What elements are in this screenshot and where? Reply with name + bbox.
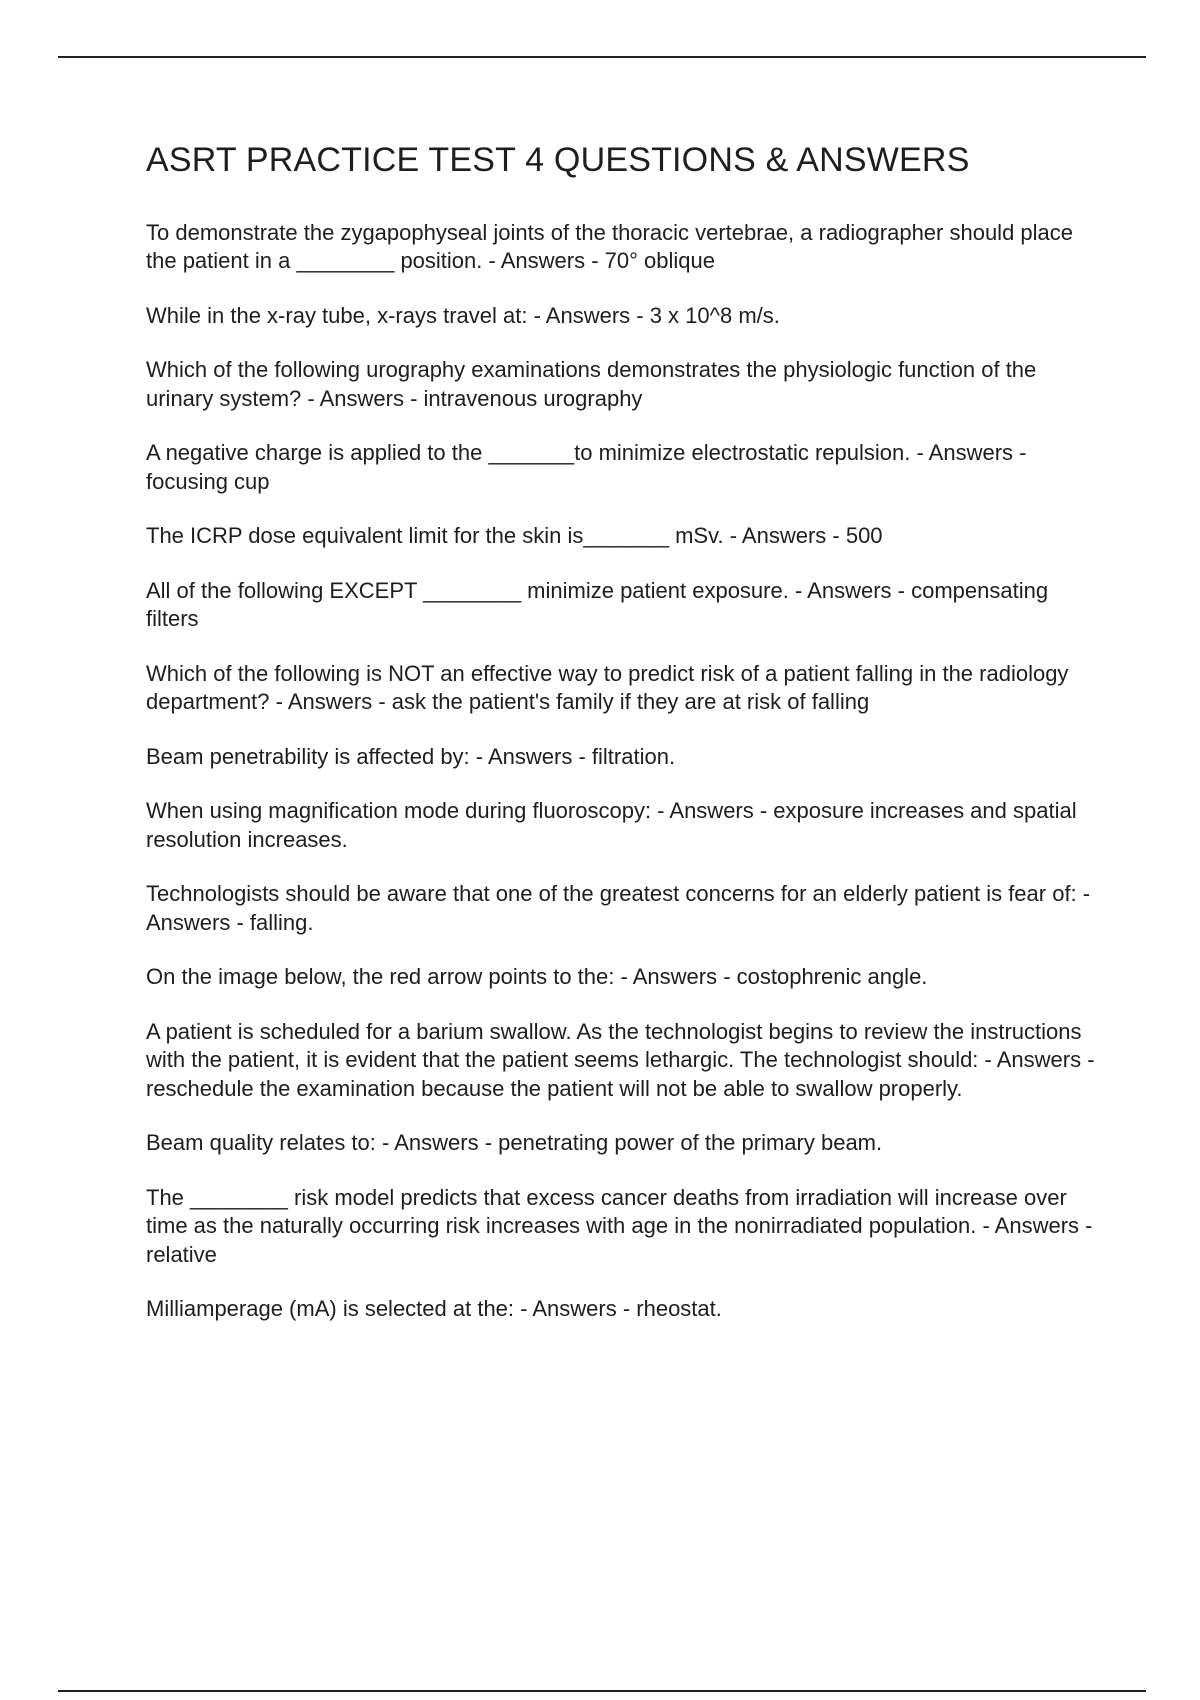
qa-item: All of the following EXCEPT ________ minimize patient exposure. - Answers - compensating filters — [146, 577, 1049, 632]
qa-item: The ________ risk model predicts that excess cancer deaths from irradiation will increase over time as the naturally occurring risk increases with age in the nonirradiated population. - Answers - relative — [146, 1184, 1093, 1267]
qa-item: The ICRP dose equivalent limit for the skin is_______ mSv. - Answers - 500 — [146, 523, 883, 549]
qa-item: Which of the following is NOT an effective way to predict risk of a patient falling in the radiology department? - Answers - ask the patient's family if they are at risk of falling — [146, 660, 1069, 715]
qa-item: While in the x-ray tube, x-rays travel at: - Answers - 3 x 10^8 m/s. — [146, 302, 780, 328]
qa-item: A negative charge is applied to the _______to minimize electrostatic repulsion. - Answers - focusing cup — [146, 440, 1027, 494]
qa-item: Technologists should be aware that one of the greatest concerns for an elderly patient is fear of: - Answers - falling. — [146, 881, 1091, 935]
qa-item: To demonstrate the zygapophyseal joints of the thoracic vertebrae, a radiographer should place the patient in a ________ position. - Answers - 70° oblique — [146, 219, 1074, 274]
qa-item: Which of the following urography examinations demonstrates the physiologic function of the urinary system? - Answers - intravenous urography — [146, 357, 1037, 411]
document-body — [146, 140, 1106, 1350]
top-divider — [58, 56, 1146, 58]
qa-item: Milliamperage (mA) is selected at the: - Answers - rheostat. — [146, 1296, 722, 1322]
qa-item: On the image below, the red arrow points to the: - Answers - costophrenic angle. — [146, 964, 928, 990]
bottom-divider — [58, 1690, 1146, 1692]
qa-item: Beam penetrability is affected by: - Answers - filtration. — [146, 743, 676, 769]
qa-item: A patient is scheduled for a barium swallow. As the technologist begins to review the instructions with the patient, it is evident that the patient seems lethargic. The technologist should: - Answers - reschedule the examination because the patient will not be able to swallow properly. — [146, 1018, 1095, 1101]
qa-item: Beam quality relates to: - Answers - penetrating power of the primary beam. — [146, 1130, 883, 1156]
page-title: ASRT PRACTICE TEST 4 QUESTIONS & ANSWERS — [146, 141, 970, 179]
qa-item: When using magnification mode during fluoroscopy: - Answers - exposure increases and spatial resolution increases. — [146, 798, 1077, 852]
